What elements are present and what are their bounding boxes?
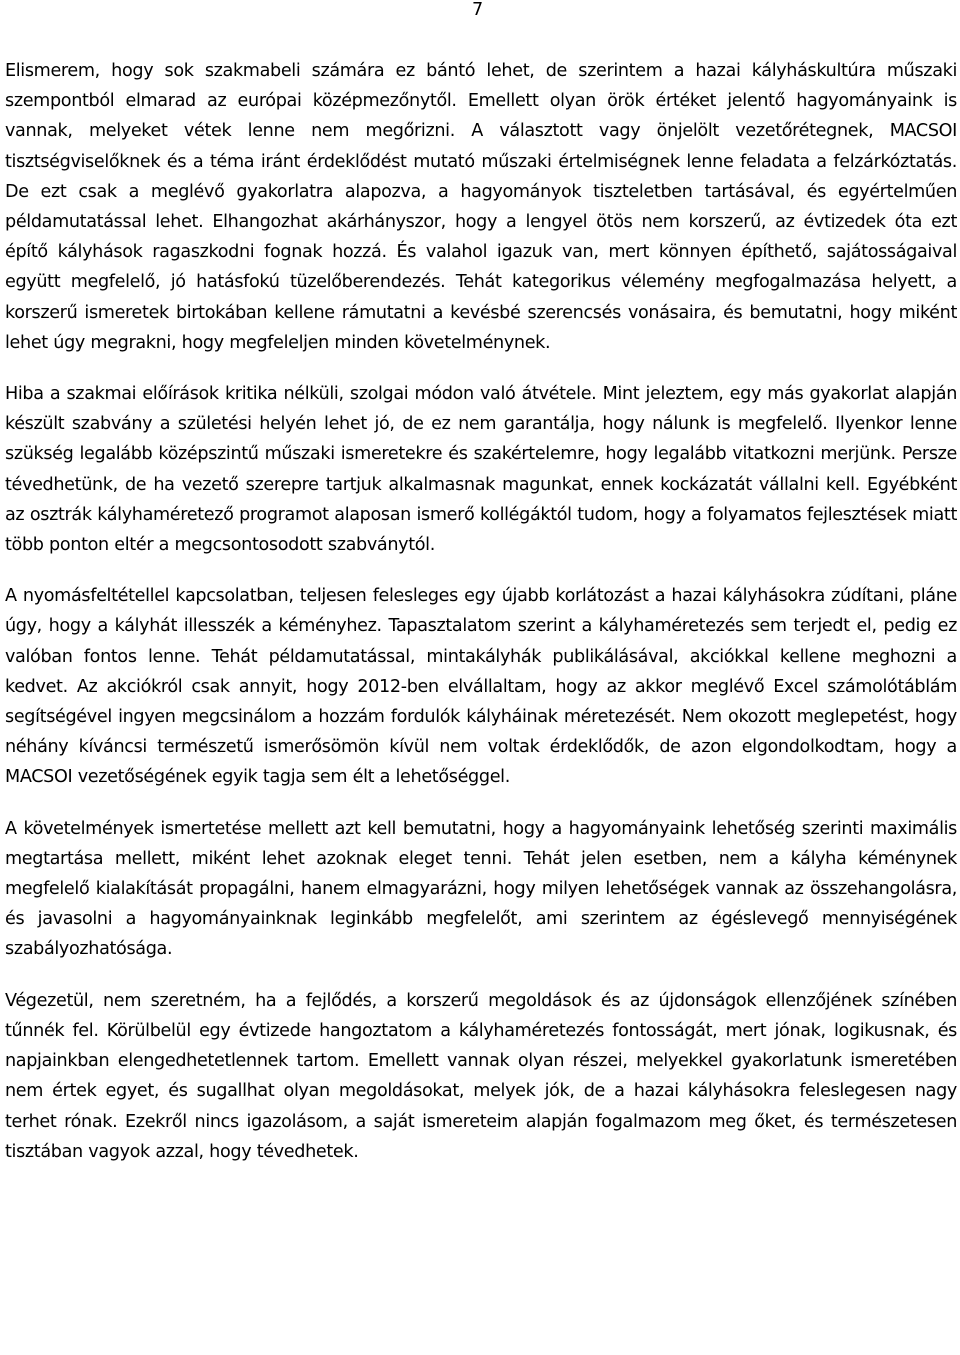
paragraph-4: A követelmények ismertetése mellett azt kell bemutatni, hogy a hagyományaink lehetőség szerinti maximális megtartása mellett, miként lehet azoknak eleget tenni. Tehát jelen esetben, nem a kályha kéménynek megfelelő kialakítását propagálni, hanem elmagyarázni, hogy milyen lehetőségek vannak az összehangolásra, és javasolni a hagyományainknak leginkább megfelelőt, ami szerintem az égéslevegő mennyiségének szabályozhatósága.	[5, 818, 957, 960]
body-text	[5, 56, 957, 1167]
paragraph-1: Elismerem, hogy sok szakmabeli számára ez bántó lehet, de szerintem a hazai kályháskultúra műszaki szempontból elmarad az európai középmezőnytől. Emellett olyan örök értéket jelentő hagyományaink is vannak, melyeket vétek lenne nem megőrizni. A választott vagy önjelölt vezetőrétegnek, MACSOI tisztségviselőknek és a téma iránt érdeklődést mutató műszaki értelmiségnek lenne feladata a felzárkóztatás. De ezt csak a meglévő gyakorlatra alapozva, a hagyományok tiszteletben tartásával, és egyértelműen példamutatással lehet. Elhangozhat akárhányszor, hogy a lengyel ötös nem korszerű, az évtizedek óta ezt építő kályhások ragaszkodni fognak hozzá. És valahol igazuk van, mert könnyen építhető, sajátosságaival együtt megfelelő, jó hatásfokú tüzelőberendezés. Tehát kategorikus vélemény megfogalmazása helyett, a korszerű ismeretek birtokában kellene rámutatni a kevésbé szerencsés vonásaira, és bemutatni, hogy miként lehet úgy megrakni, hogy megfeleljen minden követelménynek.	[5, 61, 957, 353]
paragraph-3: A nyomásfeltétellel kapcsolatban, teljesen felesleges egy újabb korlátozást a hazai kályhásokra zúdítani, pláne úgy, hogy a kályhát illesszék a kéményhez. Tapasztalatom szerint a kályhaméretezés sem terjedt el, pedig ez valóban fontos lenne. Tehát példamutatással, mintakályhák publikálásával, akciókkal kellene meghozni a kedvet. Az akciókról csak annyit, hogy 2012-ben elvállaltam, hogy az akkor meglévő Excel számolótáblám segítségével ingyen megcsinálom a hozzám fordulók kályháinak méretezését. Nem okozott meglepetést, hogy néhány kíváncsi természetű ismerősömön kívül nem voltak érdeklődők, de azon elgondolkodtam, hogy a MACSOI vezetőségének egyik tagja sem élt a lehetőséggel.	[5, 586, 957, 788]
page-number: 7	[472, 0, 484, 20]
paragraph-2: Hiba a szakmai előírások kritika nélküli, szolgai módon való átvétele. Mint jeleztem, egy más gyakorlat alapján készült szabvány a születési helyén lehet jó, de ez nem garantálja, hogy nálunk is megfelelő. Ilyenkor lenne szükség legalább középszintű műszaki ismeretekre és szakértelemre, hogy legalább vitatkozni merjünk. Persze tévedhetünk, de ha vezető szerepre tartjuk alkalmasnak magunkat, ennek kockázatát vállalni kell. Egyébként az osztrák kályhaméretező programot alaposan ismerő kollégáktól tudom, hogy a folyamatos fejlesztések miatt több ponton eltér a megcsontosodott szabványtól.	[5, 384, 957, 556]
paragraph-5: Végezetül, nem szeretném, ha a fejlődés, a korszerű megoldások és az újdonságok ellenzőjének színében tűnnék fel. Körülbelül egy évtizede hangoztatom a kályhaméretezés fontosságát, mert jónak, logikusnak, és napjainkban elengedhetetlennek tartom. Emellett vannak olyan részei, melyekkel gyakorlatunk ismeretében nem értek egyet, és sugallhat olyan megoldásokat, melyek jók, de a hazai kályhásokra feleslegesen nagy terhet rónak. Ezekről nincs igazolásom, a saját ismereteim alapján fogalmazom meg őket, és természetesen tisztában vagyok azzal, hogy tévedhetek.	[5, 990, 957, 1162]
